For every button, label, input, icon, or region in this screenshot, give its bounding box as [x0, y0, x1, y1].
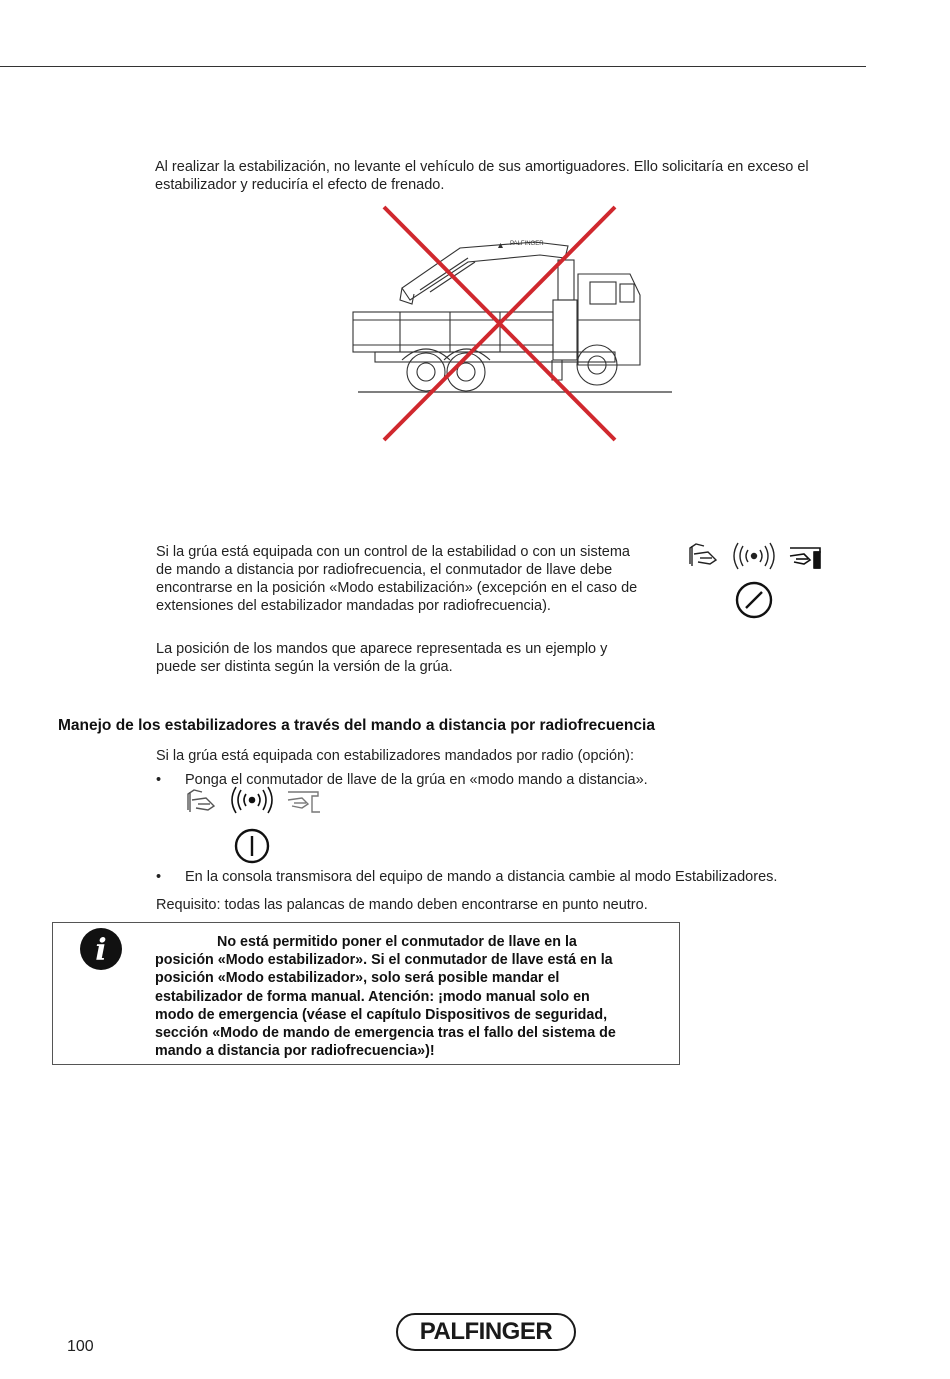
stability-line-3: encontrarse en la posición «Modo estabilización» (excepción en el caso de	[156, 580, 638, 596]
note-line-4: estabilizador de forma manual. Atención: ¡modo manual solo en	[155, 988, 590, 1005]
remote-mode-icons	[184, 786, 324, 866]
header-rule	[0, 66, 866, 67]
example-line-1: La posición de los mandos que aparece representada es un ejemplo y	[156, 641, 608, 657]
radio-signal-icon	[734, 543, 774, 569]
stability-line-4: extensiones del estabilizador mandadas por radiofrecuencia).	[156, 598, 551, 614]
note-line-3: posición «Modo estabilizador», solo será posible mandar el	[155, 970, 560, 987]
intro-line-1: Al realizar la estabilización, no levante el vehículo de sus amortiguadores. Ello solicitaría en exceso el	[155, 159, 809, 175]
note-line-6: sección «Modo de mando de emergencia tras el fallo del sistema de	[155, 1025, 616, 1042]
hand-control-icon	[690, 544, 716, 566]
intro-line-2: estabilizador y reduciría el efecto de frenado.	[155, 177, 445, 193]
bullet-2-symbol: •	[156, 869, 162, 885]
key-switch-remote-icon	[236, 830, 268, 862]
info-icon	[79, 927, 123, 971]
note-line-5: modo de emergencia (véase el capítulo Dispositivos de seguridad,	[155, 1006, 608, 1023]
section-heading: Manejo de los estabilizadores a través del mando a distancia por radiofrecuencia	[58, 717, 655, 734]
note-line-7: mando a distancia por radiofrecuencia»)!	[155, 1043, 435, 1060]
intro-paragraph	[155, 158, 875, 194]
crane-label: PALFINGER	[510, 241, 544, 247]
page-number: 100	[67, 1338, 94, 1355]
requirement-text: Requisito: todas las palancas de mando deben encontrarse en punto neutro.	[156, 897, 648, 913]
example-paragraph	[156, 640, 686, 676]
key-switch-stabilizer-icon	[737, 583, 771, 617]
truck-illustration	[340, 200, 680, 445]
manual-stabilizer-icon	[288, 792, 320, 812]
hand-control-icon	[188, 790, 214, 812]
note-line-1: No está permitido poner el conmutador de llave en la	[217, 934, 577, 950]
stability-paragraph	[156, 543, 686, 615]
crane-column	[553, 300, 577, 360]
section-intro: Si la grúa está equipada con estabilizadores mandados por radio (opción):	[156, 748, 634, 764]
bullet-2-text: En la consola transmisora del equipo de mando a distancia cambie al modo Estabilizadores.	[185, 869, 778, 885]
stability-line-2: de mando a distancia por radiofrecuencia, el conmutador de llave debe	[156, 562, 613, 578]
note-line-2: posición «Modo estabilizador». Si el conmutador de llave está en la	[155, 952, 613, 969]
bullet-1-text: Ponga el conmutador de llave de la grúa en «modo mando a distancia».	[185, 772, 648, 788]
radio-signal-icon	[232, 787, 272, 813]
logo-text: PALFINGER	[419, 1318, 553, 1345]
note-text	[155, 933, 675, 1060]
bullet-1-symbol: •	[156, 772, 162, 788]
svg-text:i: i	[95, 933, 107, 968]
stability-mode-icons	[686, 540, 826, 620]
manual-stabilizer-icon	[790, 548, 820, 568]
example-line-2: puede ser distinta según la versión de la grúa.	[156, 659, 453, 675]
stability-line-1: Si la grúa está equipada con un control de la estabilidad o con un sistema	[156, 544, 630, 560]
palfinger-logo	[396, 1313, 576, 1351]
